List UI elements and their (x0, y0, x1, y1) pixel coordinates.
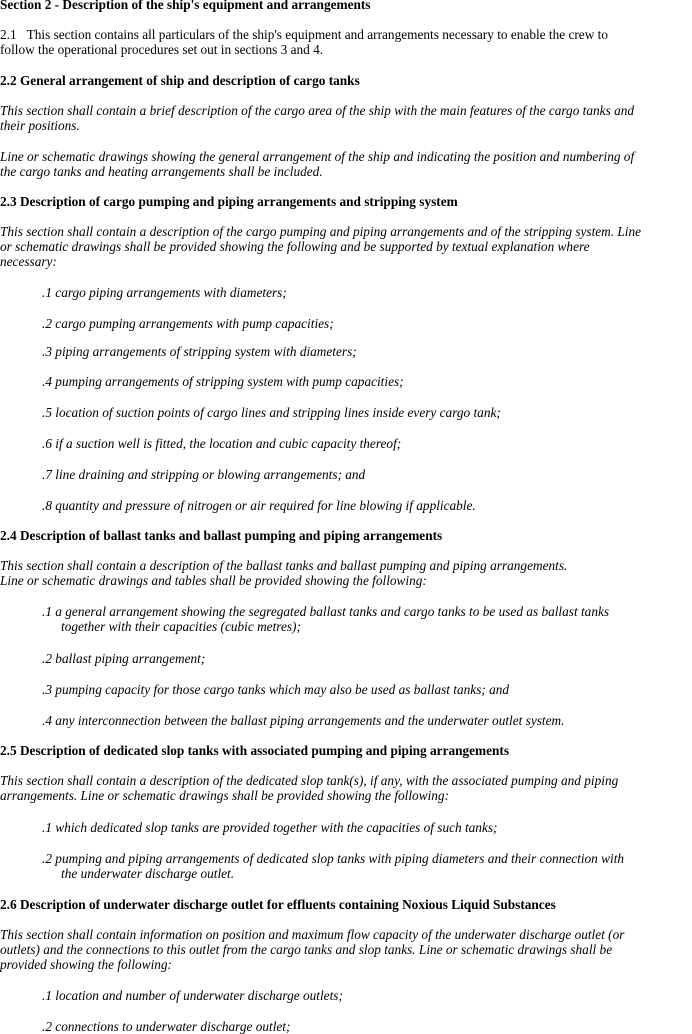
list-item: .1 which dedicated slop tanks are provided together with the capacities of such tanks; (42, 820, 498, 835)
list-item: .4 any interconnection between the ballast piping arrangements and the underwater outlet system. (42, 713, 565, 728)
text-line: Line or schematic drawings showing the general arrangement of the ship and indicating the position and numbering of (0, 149, 635, 164)
paragraph-2-2-a (0, 103, 660, 133)
list-item: .3 pumping capacity for those cargo tanks which may also be used as ballast tanks; and (42, 682, 510, 697)
list-item: .1 location and number of underwater discharge outlets; (42, 988, 343, 1003)
paragraph-2-2-b (0, 149, 660, 179)
text-line: necessary: (0, 254, 57, 269)
list-item: .8 quantity and pressure of nitrogen or air required for line blowing if applicable. (42, 498, 476, 513)
text-line: the underwater discharge outlet. (61, 866, 235, 881)
list-item: .2 cargo pumping arrangements with pump capacities; (42, 316, 334, 331)
heading-2-3: 2.3 Description of cargo pumping and piping arrangements and stripping system (0, 194, 458, 209)
heading-2-5: 2.5 Description of dedicated slop tanks with associated pumping and piping arrangements (0, 743, 510, 758)
text-line: This section shall contain a brief description of the cargo area of the ship with the main features of the cargo tanks and (0, 103, 635, 118)
text-line: .2 pumping and piping arrangements of dedicated slop tanks with piping diameters and their connection with (42, 851, 625, 866)
text-line: arrangements. Line or schematic drawings shall be provided showing the following: (0, 788, 449, 803)
text-line: This section shall contain a description of the cargo pumping and piping arrangements and of the stripping system. Line (0, 224, 642, 239)
paragraph-2-6 (0, 927, 660, 972)
text-line: the cargo tanks and heating arrangements shall be included. (0, 164, 323, 179)
list-item: .6 if a suction well is fitted, the location and cubic capacity thereof; (42, 436, 402, 451)
list-item: .2 connections to underwater discharge outlet; (42, 1019, 291, 1034)
para-2-1-line-2: follow the operational procedures set out in sections 3 and 4. (0, 42, 324, 57)
heading-2-4: 2.4 Description of ballast tanks and ballast pumping and piping arrangements (0, 528, 443, 543)
section-title: Section 2 - Description of the ship's equipment and arrangements (0, 0, 371, 12)
paragraph-2-4 (0, 558, 660, 588)
list-item: .5 location of suction points of cargo lines and stripping lines inside every cargo tank; (42, 405, 501, 420)
text-line: .1 a general arrangement showing the segregated ballast tanks and cargo tanks to be used as ballast tanks (42, 604, 610, 619)
text-line: provided showing the following: (0, 957, 172, 972)
text-line: outlets) and the connections to this outlet from the cargo tanks and slop tanks. Line or schematic drawings shall be (0, 942, 613, 957)
list-item: .7 line draining and stripping or blowing arrangements; and (42, 467, 366, 482)
list-item: .4 pumping arrangements of stripping system with pump capacities; (42, 374, 404, 389)
text-line: Line or schematic drawings and tables shall be provided showing the following: (0, 573, 427, 588)
text-line: This section shall contain a description of the ballast tanks and ballast pumping and piping arrangements. (0, 558, 568, 573)
list-item: .3 piping arrangements of stripping system with diameters; (42, 344, 357, 359)
paragraph-2-3 (0, 224, 660, 269)
para-2-1-line-1: 2.1 This section contains all particulars of the ship's equipment and arrangements necessary to enable the crew to (0, 27, 608, 42)
list-item: .2 ballast piping arrangement; (42, 651, 206, 666)
heading-2-2: 2.2 General arrangement of ship and description of cargo tanks (0, 73, 360, 88)
text-line: This section shall contain a description of the dedicated slop tank(s), if any, with the associated pumping and piping (0, 773, 619, 788)
paragraph-2-5 (0, 773, 660, 803)
list-item (42, 851, 654, 881)
paragraph-2-1 (0, 27, 660, 57)
heading-2-6: 2.6 Description of underwater discharge outlet for effluents containing Noxious Liquid Substances (0, 897, 556, 912)
text-line: This section shall contain information on position and maximum flow capacity of the underwater discharge outlet (or (0, 927, 625, 942)
text-line: their positions. (0, 118, 80, 133)
text-line: or schematic drawings shall be provided showing the following and be supported by textual explanation where (0, 239, 590, 254)
list-item (42, 604, 654, 634)
text-line: together with their capacities (cubic metres); (61, 619, 301, 634)
list-item: .1 cargo piping arrangements with diameters; (42, 285, 287, 300)
